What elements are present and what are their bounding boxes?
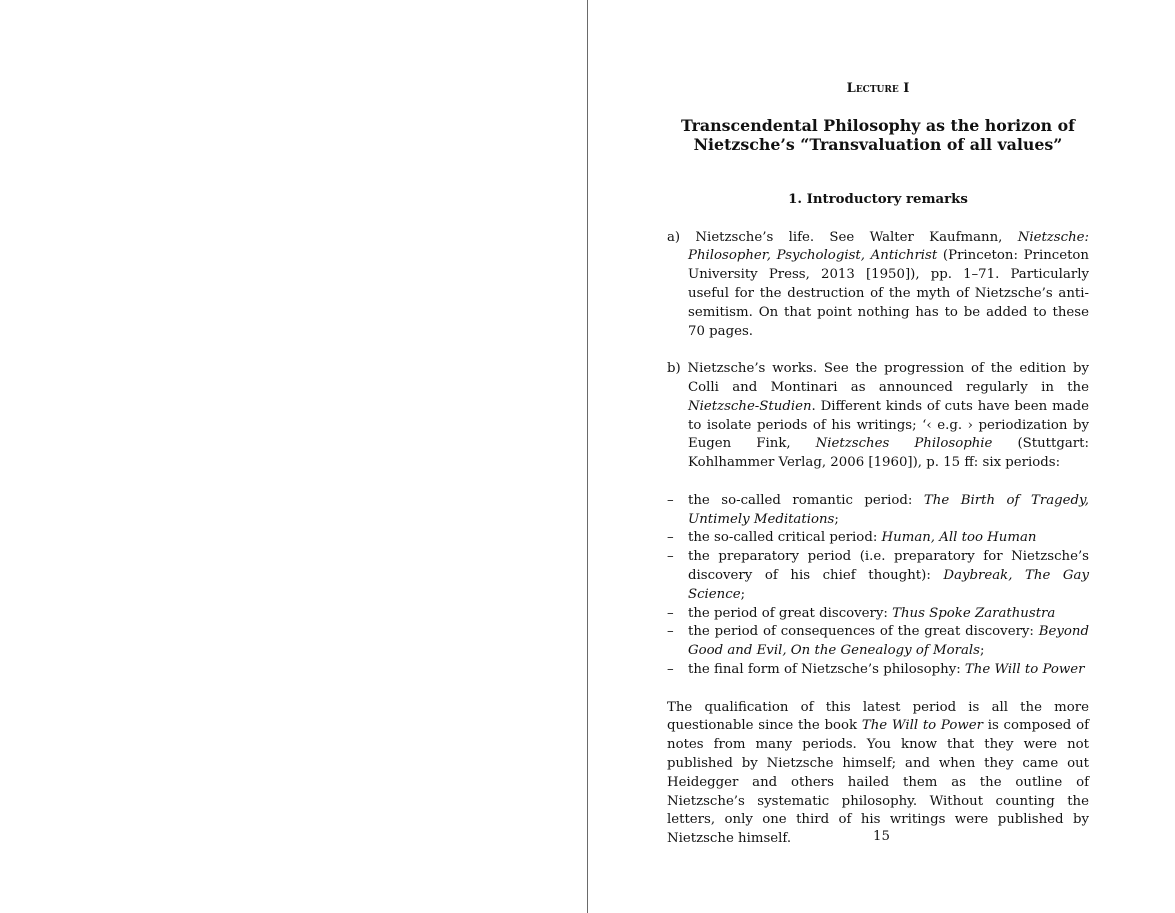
page-number: 15 xyxy=(873,829,890,844)
period-works: Beyond Good and Evil, On the Genealogy of Morals xyxy=(688,624,1089,659)
list-item xyxy=(667,548,1089,604)
life-text-1: a) Nietzsche’s life. See Walter Kaufmann, xyxy=(667,229,1018,245)
dash-marker: – xyxy=(667,624,674,640)
period-text: the so-called critical period: Human, All too Human xyxy=(688,530,1037,546)
lecture-title-line-1: Transcendental Philosophy as the horizon of xyxy=(681,115,1075,135)
closing-text-1: The qualification of this latest period is all the more questionable since the book xyxy=(667,699,1089,734)
page-text-block xyxy=(667,80,1089,849)
lecture-title-line-2: Nietzsche’s “Transvaluation of all values” xyxy=(693,134,1063,154)
dash-marker: – xyxy=(667,530,674,546)
periods-list xyxy=(667,492,1089,680)
list-item xyxy=(667,605,1089,624)
paragraph-closing xyxy=(667,699,1089,849)
works-journal-title: Nietzsche-Studien xyxy=(688,398,812,414)
works-fink-title: Nietzsches Philosophie xyxy=(815,436,993,452)
period-text: the so-called romantic period: The Birth of Tragedy, Untimely Meditations; xyxy=(688,492,1089,527)
period-works: The Birth of Tragedy, Untimely Meditations xyxy=(688,492,1089,527)
list-item xyxy=(667,492,1089,530)
dash-marker: – xyxy=(667,661,674,677)
works-text-2: . Different kinds of cuts have been made to isolate periods of his writings; ‘‹ e.g. › periodization by Eugen Fink, xyxy=(688,398,1089,452)
section-heading: 1. Introductory remarks xyxy=(788,191,968,207)
life-text-2: (Princeton: Princeton University Press, 2013 [1950]), pp. 1–71. Particularly useful for the destruction of the myth of Nietzsche’s anti-semitism. On that point nothing has to be added to these 70 pages. xyxy=(688,248,1089,339)
dash-marker: – xyxy=(667,492,674,508)
closing-text-2: is composed of notes from many periods. You know that they were not published by Nietzsche himself; and when they came out Heidegger and others hailed them as the outline of Nietzsche’s systematic philosophy. Without counting the letters, only one third of his writings were published by Nietzsche himself. xyxy=(667,718,1089,847)
lecture-label: Lecture I xyxy=(846,81,910,96)
dash-marker: – xyxy=(667,549,674,565)
life-book-title: Nietzsche: Philosopher, Psychologist, Antichrist xyxy=(688,229,1089,264)
paragraph-works xyxy=(667,360,1089,473)
list-item xyxy=(667,623,1089,661)
period-text: the final form of Nietzsche’s philosophy: The Will to Power xyxy=(688,661,1085,677)
period-text: the preparatory period (i.e. preparatory for Nietzsche’s discovery of his chief thought): Daybreak, The Gay Science; xyxy=(688,549,1089,602)
period-text: the period of great discovery: Thus Spoke Zarathustra xyxy=(688,605,1056,621)
period-text: the period of consequences of the great discovery: Beyond Good and Evil, On the Genealogy of Morals; xyxy=(688,624,1089,659)
list-item xyxy=(667,529,1089,548)
list-item xyxy=(667,661,1089,680)
works-text-3: (Stuttgart: Kohlhammer Verlag, 2006 [1960]), p. 15 ff: six periods: xyxy=(688,436,1089,471)
paragraph-life xyxy=(667,229,1089,342)
period-works: Thus Spoke Zarathustra xyxy=(892,605,1056,621)
lecture-title xyxy=(667,116,1089,154)
left-page-blank xyxy=(0,0,587,913)
dash-marker: – xyxy=(667,605,674,621)
period-works: Human, All too Human xyxy=(881,530,1037,546)
closing-book-title: The Will to Power xyxy=(861,718,983,734)
period-works: Daybreak, The Gay Science xyxy=(688,567,1089,602)
right-page xyxy=(588,0,1175,913)
period-works: The Will to Power xyxy=(964,661,1085,677)
works-text-1: b) Nietzsche’s works. See the progression of the edition by Colli and Montinari as announced regularly in the xyxy=(667,361,1089,395)
